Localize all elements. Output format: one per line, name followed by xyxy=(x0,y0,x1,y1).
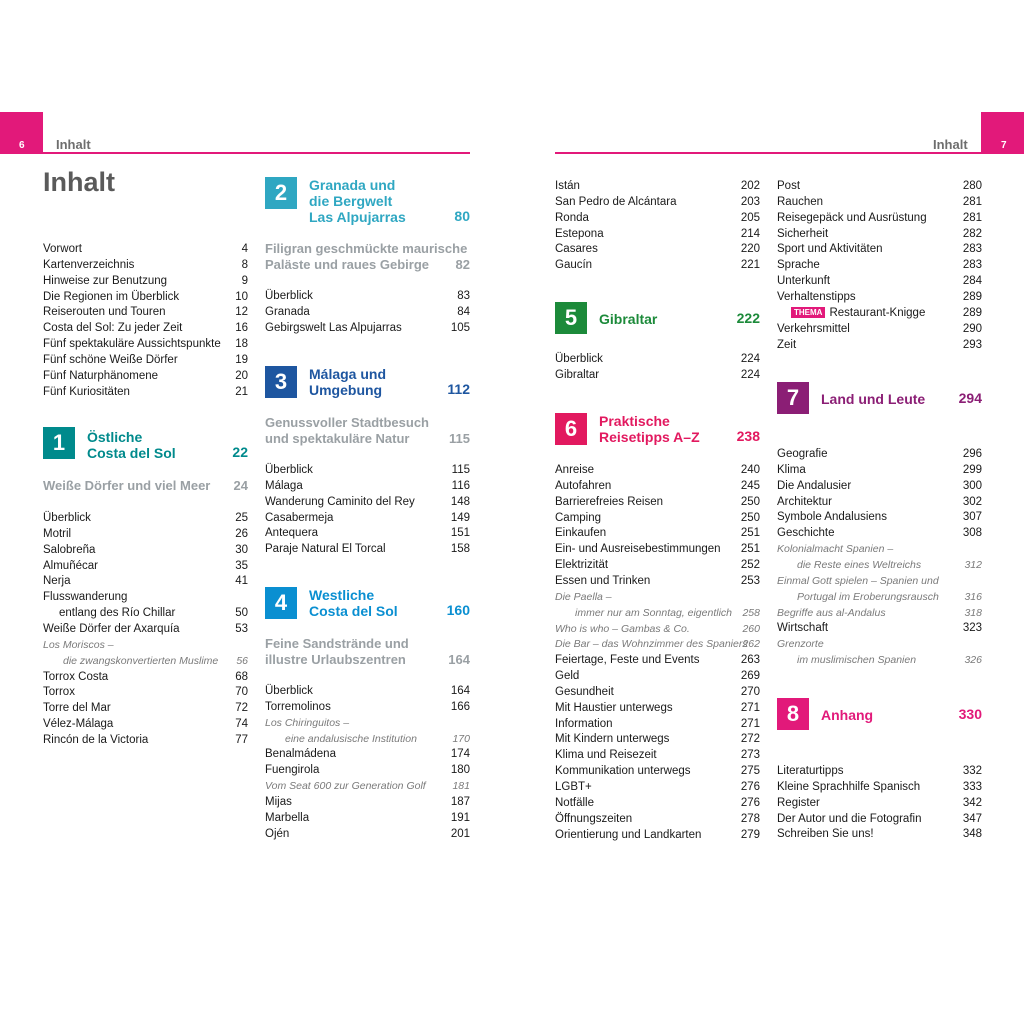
chapter-subtitle-page: 24 xyxy=(233,478,248,493)
toc-entry-page: 282 xyxy=(962,227,982,240)
toc-entry-page: 302 xyxy=(962,495,982,508)
toc-entry-title: Geschichte xyxy=(777,527,835,540)
toc-entry-title: Information xyxy=(555,717,613,730)
toc-entry-title: Die Bar – das Wohnzimmer des Spaniers xyxy=(555,638,748,651)
toc-entry-page: 68 xyxy=(235,670,248,683)
toc-entry-title: Gebirgswelt Las Alpujarras xyxy=(265,321,402,334)
chapter-heading[interactable] xyxy=(555,302,760,336)
toc-entry-page: 252 xyxy=(740,559,760,572)
toc-entry-title: Grenzorte xyxy=(777,638,824,651)
toc-entry-title: Mit Haustier unterwegs xyxy=(555,701,673,714)
toc-entry-page: 116 xyxy=(451,479,470,492)
toc-entry-page: 318 xyxy=(964,606,982,619)
toc-entry-page: 205 xyxy=(740,211,760,224)
toc-entry-page: 25 xyxy=(235,512,248,524)
toc-entry-page: 269 xyxy=(740,670,760,683)
toc-entry-title: Überblick xyxy=(555,353,603,365)
chapter-title: Granada und die Bergwelt Las Alpujarras xyxy=(309,177,406,225)
toc-entry-page: 251 xyxy=(740,527,760,540)
toc-entry-page: 270 xyxy=(740,685,760,698)
toc-entry-title: Schreiben Sie uns! xyxy=(777,828,874,841)
toc-entry-title: Casabermeja xyxy=(265,511,334,524)
toc-entry-page: 272 xyxy=(740,733,760,746)
toc-entry-page: 35 xyxy=(235,559,248,572)
toc-entry-title: Einkaufen xyxy=(555,527,607,540)
header-rule-left xyxy=(43,152,470,154)
toc-entry-page: 170 xyxy=(452,732,470,745)
chapter-number-badge: 2 xyxy=(265,177,297,209)
chapter-subtitle[interactable] xyxy=(43,478,248,494)
toc-entry-title: Almuñécar xyxy=(43,559,98,572)
toc-entry-page: 220 xyxy=(740,243,760,256)
toc-entry-title: Nerja xyxy=(43,575,71,588)
toc-entry-page: 115 xyxy=(451,464,470,476)
toc-entry-title: Geld xyxy=(555,670,580,683)
toc-entry-title: Kommunikation unterwegs xyxy=(555,765,691,778)
toc-entry-title: Mijas xyxy=(265,795,292,808)
toc-entry-title: Post xyxy=(777,180,801,192)
toc-entry-title: Istán xyxy=(555,180,580,192)
toc-entry-title: Überblick xyxy=(265,685,313,697)
toc-entry-page: 180 xyxy=(450,764,470,777)
toc-entry-page: 293 xyxy=(962,338,982,351)
toc-entry-title: Los Chiringuitos – xyxy=(265,716,350,729)
chapter-heading[interactable] xyxy=(777,382,982,416)
toc-entry-page: 275 xyxy=(740,765,760,778)
toc-entry-title: Gaucín xyxy=(555,259,593,272)
toc-entry-page: 158 xyxy=(450,543,470,556)
toc-entry-page: 8 xyxy=(241,258,248,271)
toc-entry-page: 221 xyxy=(740,259,760,272)
running-header-left: Inhalt xyxy=(56,137,91,152)
toc-entry-title: Vom Seat 600 zur Generation Golf xyxy=(265,780,426,793)
toc-entry-page: 348 xyxy=(962,828,982,841)
toc-entry-title: Essen und Trinken xyxy=(555,574,651,587)
toc-entry-title: Los Moriscos – xyxy=(43,638,114,651)
toc-entry-title: Rincón de la Victoria xyxy=(43,733,149,746)
toc-entry-title: Öffnungszeiten xyxy=(555,812,633,825)
thema-badge: THEMA xyxy=(791,307,825,318)
toc-entry-title: Kleine Sprachhilfe Spanisch xyxy=(777,780,921,793)
toc-entry-title: Gibraltar xyxy=(555,368,600,381)
chapter-subtitle-text: Feine Sandstrände und illustre Urlaubszentren xyxy=(265,636,409,667)
chapter-number-badge: 8 xyxy=(777,698,809,730)
toc-entry-title: die Reste eines Weltreichs xyxy=(797,558,922,571)
toc-entry-page: 224 xyxy=(740,353,760,365)
toc-entry-title: Reiserouten und Touren xyxy=(43,306,166,319)
chapter-heading[interactable] xyxy=(265,177,470,225)
toc-entry-title: Zeit xyxy=(777,338,797,351)
toc-entry-title: Überblick xyxy=(265,290,313,302)
toc-entry-page: 279 xyxy=(740,828,760,841)
chapter-subtitle[interactable] xyxy=(265,415,470,447)
toc-entry-page: 12 xyxy=(235,306,248,319)
toc-entry-page: 10 xyxy=(235,290,248,303)
toc-entry-title: Costa del Sol: Zu jeder Zeit xyxy=(43,322,183,335)
toc-entry-page: 224 xyxy=(740,368,760,381)
toc-entry-page: 312 xyxy=(964,558,982,571)
toc-entry-page: 308 xyxy=(962,527,982,540)
toc-entry-title: Portugal im Eroberungsrausch xyxy=(797,590,939,603)
toc-entry-title: Ein- und Ausreisebestimmungen xyxy=(555,543,721,556)
toc-entry-page: 281 xyxy=(962,195,982,208)
toc-entry-title: Autofahren xyxy=(555,479,612,492)
toc-entry-title: Literaturtipps xyxy=(777,765,844,777)
chapter-page: 22 xyxy=(232,444,248,460)
toc-entry-page: 296 xyxy=(962,448,982,460)
toc-entry-page: 283 xyxy=(962,259,982,272)
toc-entry-page: 280 xyxy=(962,180,982,192)
chapter-subtitle-text: Filigran geschmückte maurische Paläste und raues Gebirge xyxy=(265,241,468,272)
chapter-title: Málaga und Umgebung xyxy=(309,366,387,398)
toc-entry-page: 72 xyxy=(235,702,248,715)
toc-entry-title: Torrox Costa xyxy=(43,670,109,683)
toc-entry-page: 332 xyxy=(962,765,982,777)
chapter-page: 80 xyxy=(454,208,470,224)
toc-entry-page: 263 xyxy=(740,654,760,667)
chapter-number-badge: 5 xyxy=(555,302,587,334)
toc-entry-page: 20 xyxy=(235,369,248,382)
toc-entry-page: 253 xyxy=(740,574,760,587)
toc-entry-page: 166 xyxy=(450,700,470,713)
toc-entry-title: Klima xyxy=(777,463,806,476)
toc-entry-title: Gesundheit xyxy=(555,685,614,698)
chapter-page: 112 xyxy=(447,381,470,397)
chapter-subtitle-page: 115 xyxy=(449,431,470,446)
toc-entry-title: die zwangskonvertierten Muslime xyxy=(63,654,219,667)
toc-entry-page: 289 xyxy=(962,306,982,319)
toc-entry-page: 18 xyxy=(235,338,248,351)
chapter-number-badge: 1 xyxy=(43,427,75,459)
toc-entry-page: 283 xyxy=(962,243,982,256)
toc-entry-title: Kolonialmacht Spanien – xyxy=(777,543,894,556)
toc-entry-page: 300 xyxy=(962,479,982,492)
toc-entry-title: LGBT+ xyxy=(555,781,592,793)
chapter-heading[interactable] xyxy=(265,587,470,621)
toc-entry-title: Salobreña xyxy=(43,543,96,556)
toc-entry-title: Elektrizität xyxy=(555,559,609,572)
toc-entry-page: 262 xyxy=(742,638,760,651)
toc-entry-title: Fünf Naturphänomene xyxy=(43,369,159,382)
toc-entry-page: 181 xyxy=(452,780,470,793)
toc-entry-page: 201 xyxy=(450,827,470,840)
chapter-page: 294 xyxy=(958,390,982,406)
toc-entry-title: Torrox xyxy=(43,686,75,699)
toc-entry-title: Notfälle xyxy=(555,796,594,809)
toc-entry-title: Mit Kindern unterwegs xyxy=(555,733,670,746)
toc-entry-title: Paraje Natural El Torcal xyxy=(265,543,386,556)
toc-entry-page: 56 xyxy=(236,654,248,667)
toc-entry-page: 289 xyxy=(962,290,982,303)
toc-entry-title: Vélez-Málaga xyxy=(43,718,114,731)
toc-entry-page: 105 xyxy=(450,321,470,334)
toc-entry-page: 151 xyxy=(450,527,470,540)
toc-entry-page: 4 xyxy=(241,243,248,255)
toc-entry-page: 41 xyxy=(235,575,248,588)
toc-entry-page: 278 xyxy=(740,812,760,825)
toc-entry-page: 187 xyxy=(450,795,470,808)
chapter-page: 222 xyxy=(736,310,760,326)
toc-entry-title: Fünf spektakuläre Aussichtspunkte xyxy=(43,338,221,351)
toc-entry-page: 316 xyxy=(964,590,982,603)
chapter-title: Gibraltar xyxy=(599,311,658,327)
toc-entry-title: Fünf Kuriositäten xyxy=(43,385,130,398)
toc-entry-page: 214 xyxy=(740,227,760,240)
toc-entry-page: 245 xyxy=(740,479,760,492)
chapter-number-badge: 7 xyxy=(777,382,809,414)
toc-entry-page: 273 xyxy=(740,749,760,762)
toc-entry-title: Kartenverzeichnis xyxy=(43,258,135,271)
chapter-heading[interactable] xyxy=(265,366,470,400)
toc-entry-page: 299 xyxy=(962,463,982,476)
toc-entry-title: Fünf schöne Weiße Dörfer xyxy=(43,353,178,366)
toc-entry-page: 323 xyxy=(962,622,982,635)
toc-entry-title: Málaga xyxy=(265,479,303,492)
toc-entry-title: Antequera xyxy=(265,527,319,540)
toc-entry-title: Orientierung und Landkarten xyxy=(555,828,702,841)
toc-entry-title: Flusswanderung xyxy=(43,591,128,604)
toc-entry-title: Wanderung Caminito del Rey xyxy=(265,495,415,508)
toc-entry-title: Einmal Gott spielen – Spanien und xyxy=(777,574,939,587)
toc-entry-title: Hinweise zur Benutzung xyxy=(43,274,168,287)
toc-entry-title: Sicherheit xyxy=(777,227,829,240)
chapter-heading[interactable] xyxy=(43,427,248,461)
chapter-title: Praktische Reisetipps A–Z xyxy=(599,413,700,445)
toc-entry-page: 21 xyxy=(235,385,248,398)
toc-entry-page: 16 xyxy=(235,322,248,335)
toc-entry-page: 342 xyxy=(962,796,982,809)
chapter-heading[interactable] xyxy=(777,698,982,732)
toc-entry-page: 84 xyxy=(457,305,470,318)
toc-entry-title: Verhaltenstipps xyxy=(777,290,856,303)
chapter-number-badge: 6 xyxy=(555,413,587,445)
toc-entry-title: Wirtschaft xyxy=(777,622,829,635)
chapter-subtitle-text: Weiße Dörfer und viel Meer xyxy=(43,478,211,493)
toc-entry-page: 276 xyxy=(740,781,760,793)
page-number-tab-left xyxy=(0,112,43,154)
toc-entry-page: 53 xyxy=(235,622,248,635)
toc-entry-title: Unterkunft xyxy=(777,275,831,288)
chapter-subtitle-text: Genussvoller Stadtbesuch und spektakuläre Natur xyxy=(265,415,429,446)
page-number-tab-right xyxy=(981,112,1024,154)
toc-entry-title: Barrierefreies Reisen xyxy=(555,495,664,508)
chapter-subtitle-page: 164 xyxy=(448,652,470,667)
toc-entry-page: 174 xyxy=(450,748,470,761)
toc-entry-title: eine andalusische Institution xyxy=(285,732,417,745)
toc-entry-page: 281 xyxy=(962,211,982,224)
toc-entry-title xyxy=(791,306,925,322)
toc-entry-title: Torremolinos xyxy=(265,700,331,713)
toc-entry-title: Torre del Mar xyxy=(43,702,111,715)
chapter-subtitle-page: 82 xyxy=(455,257,470,272)
toc-entry-title: Register xyxy=(777,796,820,809)
toc-entry-page: 164 xyxy=(450,685,470,697)
chapter-page: 238 xyxy=(736,428,760,444)
toc-entry-title: Architektur xyxy=(777,495,832,508)
running-header-right: Inhalt xyxy=(933,137,968,152)
toc-entry-title: Feiertage, Feste und Events xyxy=(555,654,700,667)
toc-entry-page: 50 xyxy=(235,607,248,620)
toc-entry-title: Sport und Aktivitäten xyxy=(777,243,883,256)
toc-entry-title: Casares xyxy=(555,243,598,256)
toc-entry-page: 77 xyxy=(235,733,248,746)
toc-entry-title: Ronda xyxy=(555,211,589,224)
toc-entry-page: 251 xyxy=(740,543,760,556)
toc-entry-page: 19 xyxy=(235,353,248,366)
chapter-page: 330 xyxy=(958,706,982,722)
toc-entry-title: Sprache xyxy=(777,259,820,272)
toc-entry-title: immer nur am Sonntag, eigentlich xyxy=(575,606,732,619)
toc-entry-page: 83 xyxy=(457,290,470,302)
toc-entry-title: Benalmádena xyxy=(265,748,336,761)
toc-entry-page: 202 xyxy=(740,180,760,192)
chapter-number-badge: 4 xyxy=(265,587,297,619)
toc-entry-title: Überblick xyxy=(265,464,313,476)
toc-entry-title: Camping xyxy=(555,511,602,524)
toc-entry-page: 203 xyxy=(740,195,760,208)
chapter-heading[interactable] xyxy=(555,413,760,447)
toc-entry-title: Die Regionen im Überblick xyxy=(43,290,180,303)
toc-entry-title: Begriffe aus al-Andalus xyxy=(777,606,886,619)
chapter-title: Anhang xyxy=(821,707,874,723)
toc-entry-title: Der Autor und die Fotografin xyxy=(777,812,922,825)
toc-entry-title: Vorwort xyxy=(43,243,82,255)
toc-entry-title: im muslimischen Spanien xyxy=(797,654,917,667)
toc-entry-page: 276 xyxy=(740,796,760,809)
toc-entry-title: Fuengirola xyxy=(265,764,320,777)
toc-entry-page: 26 xyxy=(235,527,248,540)
toc-entry-title: Die Andalusier xyxy=(777,479,852,492)
toc-entry-page: 240 xyxy=(740,464,760,476)
toc-entry-page: 30 xyxy=(235,543,248,556)
toc-entry-title: Weiße Dörfer der Axarquía xyxy=(43,622,180,635)
toc-entry-page: 290 xyxy=(962,322,982,335)
toc-entry-page: 258 xyxy=(742,606,760,619)
toc-entry-page: 326 xyxy=(964,654,982,667)
toc-entry-title: Verkehrsmittel xyxy=(777,322,850,335)
toc-entry-title: Die Paella – xyxy=(555,590,612,603)
toc-entry-title: San Pedro de Alcántara xyxy=(555,195,677,208)
chapter-title: Westliche Costa del Sol xyxy=(309,587,398,619)
toc-entry-page: 333 xyxy=(962,780,982,793)
toc-entry-title: Reisegepäck und Ausrüstung xyxy=(777,211,927,224)
page-number-left: 6 xyxy=(19,140,25,151)
page-number-right: 7 xyxy=(1001,140,1007,151)
toc-entry-title: Marbella xyxy=(265,811,310,824)
chapter-subtitle[interactable] xyxy=(265,636,470,668)
toc-entry-title: Ojén xyxy=(265,827,290,840)
toc-entry-title: Geografie xyxy=(777,448,828,460)
toc-entry-page: 271 xyxy=(740,717,760,730)
toc-entry-title: Who is who – Gambas & Co. xyxy=(555,622,690,635)
toc-entry-page: 250 xyxy=(740,495,760,508)
toc-entry-page: 250 xyxy=(740,511,760,524)
toc-entry-page: 284 xyxy=(962,275,982,288)
toc-entry-title: Motril xyxy=(43,527,72,540)
chapter-page: 160 xyxy=(446,602,470,618)
toc-entry-title: Rauchen xyxy=(777,195,824,208)
toc-entry-title: Klima und Reisezeit xyxy=(555,749,657,762)
toc-entry-title: Symbole Andalusiens xyxy=(777,511,887,524)
toc-entry-page: 9 xyxy=(241,274,248,287)
chapter-subtitle[interactable] xyxy=(265,241,470,273)
toc-entry-title: Granada xyxy=(265,305,310,318)
toc-entry-title: Estepona xyxy=(555,227,604,240)
header-rule-right xyxy=(555,152,981,154)
toc-entry-title-text: Restaurant-Knigge xyxy=(829,306,926,319)
toc-entry-page: 70 xyxy=(235,686,248,699)
toc-entry-page: 307 xyxy=(962,511,982,524)
chapter-title: Land und Leute xyxy=(821,391,926,407)
toc-entry-page: 149 xyxy=(450,511,470,524)
toc-entry-page: 347 xyxy=(962,812,982,825)
toc-entry-title: Überblick xyxy=(43,512,91,524)
page-title: Inhalt xyxy=(43,167,115,197)
toc-entry-page: 260 xyxy=(742,622,760,635)
chapter-title: Östliche Costa del Sol xyxy=(87,429,176,461)
toc-entry-page: 191 xyxy=(450,811,470,824)
toc-entry-page: 271 xyxy=(740,701,760,714)
toc-entry-page: 74 xyxy=(235,718,248,731)
toc-entry-page: 148 xyxy=(450,495,470,508)
toc-entry-title: entlang des Río Chillar xyxy=(59,607,176,620)
chapter-number-badge: 3 xyxy=(265,366,297,398)
toc-entry-title: Anreise xyxy=(555,464,594,476)
